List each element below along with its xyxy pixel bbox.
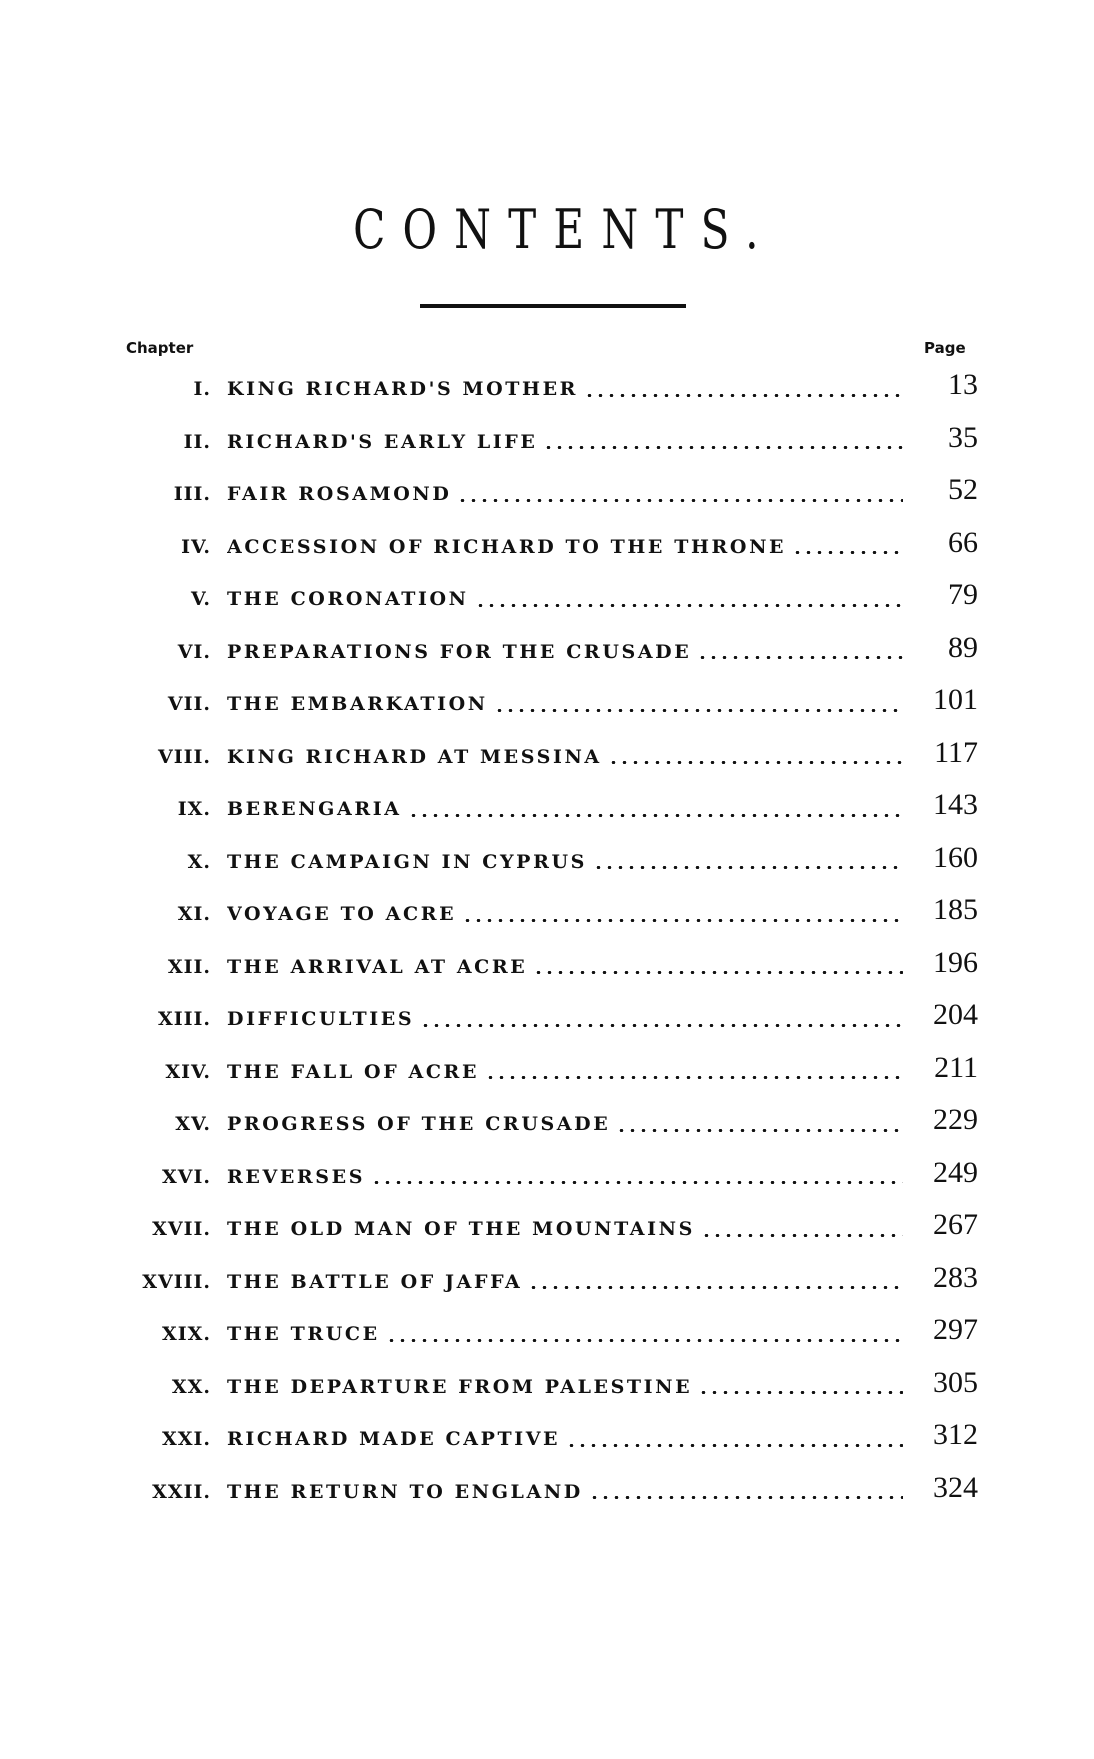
toc-entry[interactable]	[0, 1463, 1094, 1516]
page-number: 196	[933, 945, 978, 979]
chapter-title: KING RICHARD'S MOTHER	[227, 378, 579, 400]
title-rule	[420, 304, 686, 308]
chapter-title: THE DEPARTURE FROM PALESTINE	[227, 1375, 693, 1398]
chapter-number: II.	[183, 430, 211, 453]
toc-entry[interactable]	[0, 465, 1094, 518]
dot-leader	[608, 761, 903, 764]
dot-leader	[462, 919, 903, 922]
dot-leader	[420, 1024, 903, 1027]
chapter-title: THE BATTLE OF JAFFA	[227, 1270, 523, 1293]
chapter-number: X.	[187, 850, 211, 873]
chapter-number: XIV.	[165, 1060, 211, 1083]
chapter-title: PROGRESS OF THE CRUSADE	[227, 1113, 611, 1135]
chapter-title: REVERSES	[227, 1165, 366, 1188]
toc-entry[interactable]	[0, 360, 1094, 413]
chapter-number: VI.	[177, 640, 211, 663]
dot-leader	[408, 814, 903, 817]
page-number: 249	[933, 1155, 978, 1189]
dot-leader	[543, 446, 903, 449]
toc-entry[interactable]	[0, 623, 1094, 676]
chapter-number: VIII.	[157, 745, 211, 768]
page-number: 13	[948, 368, 978, 401]
chapter-number: XIII.	[157, 1008, 211, 1030]
page-number: 283	[933, 1260, 978, 1294]
toc-entry[interactable]	[0, 518, 1094, 571]
dot-leader	[792, 551, 903, 554]
chapter-title: ACCESSION OF RICHARD TO THE THRONE	[227, 535, 787, 558]
toc-entry[interactable]	[0, 1410, 1094, 1463]
toc-entry[interactable]	[0, 413, 1094, 466]
dot-leader	[701, 1234, 903, 1237]
page-number: 204	[933, 998, 978, 1031]
dot-leader	[386, 1339, 903, 1342]
dot-leader	[494, 709, 903, 712]
toc-entry[interactable]	[0, 675, 1094, 728]
chapter-title: PREPARATIONS FOR THE CRUSADE	[227, 640, 692, 663]
chapter-title: THE RETURN TO ENGLAND	[227, 1480, 583, 1503]
dot-leader	[533, 971, 903, 974]
chapter-title: RICHARD MADE CAPTIVE	[227, 1428, 561, 1450]
chapter-number: IX.	[177, 798, 211, 820]
page-number: 89	[948, 630, 978, 664]
toc-entry[interactable]	[0, 1253, 1094, 1306]
page-number: 324	[933, 1470, 978, 1504]
toc-entry[interactable]	[0, 938, 1094, 991]
page-number: 117	[934, 735, 978, 769]
chapter-number: IV.	[181, 535, 211, 558]
chapter-number: XXII.	[152, 1480, 211, 1503]
chapter-number: XVIII.	[142, 1270, 211, 1293]
toc-entry[interactable]	[0, 1043, 1094, 1096]
dot-leader	[589, 1496, 903, 1499]
table-of-contents	[0, 360, 1094, 1515]
dot-leader	[528, 1286, 903, 1289]
toc-entry[interactable]	[0, 990, 1094, 1043]
chapter-number: XV.	[175, 1113, 211, 1135]
chapter-number: XII.	[167, 955, 211, 978]
chapter-number: XVII.	[152, 1218, 211, 1240]
toc-entry[interactable]	[0, 780, 1094, 833]
chapter-title: RICHARD'S EARLY LIFE	[227, 430, 538, 453]
page-number: 185	[933, 893, 978, 926]
chapter-number: XIX.	[162, 1323, 211, 1345]
page-title: CONTENTS.	[353, 198, 776, 261]
page-number: 79	[948, 578, 978, 611]
chapter-number: XI.	[177, 903, 211, 925]
dot-leader	[475, 604, 903, 607]
page-number: 312	[933, 1418, 978, 1451]
toc-entry[interactable]	[0, 1200, 1094, 1253]
dot-leader	[697, 656, 903, 659]
dot-leader	[371, 1181, 903, 1184]
dot-leader	[584, 394, 903, 397]
toc-entry[interactable]	[0, 1358, 1094, 1411]
page-number: 160	[933, 840, 978, 874]
page-number: 305	[933, 1365, 978, 1399]
chapter-title: THE OLD MAN OF THE MOUNTAINS	[227, 1218, 695, 1240]
toc-entry[interactable]	[0, 728, 1094, 781]
chapter-title: DIFFICULTIES	[227, 1008, 415, 1030]
toc-entry[interactable]	[0, 885, 1094, 938]
page-number: 143	[933, 788, 978, 821]
toc-entry[interactable]	[0, 1305, 1094, 1358]
page-number: 297	[933, 1313, 978, 1346]
page-number: 52	[948, 473, 978, 506]
toc-entry[interactable]	[0, 1095, 1094, 1148]
chapter-title: THE FALL OF ACRE	[227, 1060, 480, 1083]
chapter-title: THE EMBARKATION	[227, 693, 488, 715]
chapter-title: KING RICHARD AT MESSINA	[227, 745, 602, 768]
page-number: 101	[933, 683, 978, 716]
chapter-title: THE TRUCE	[227, 1323, 380, 1345]
dot-leader	[457, 499, 903, 502]
dot-leader	[593, 866, 903, 869]
page-number: 267	[933, 1208, 978, 1241]
page-number: 66	[948, 525, 978, 559]
toc-entry[interactable]	[0, 833, 1094, 886]
dot-leader	[485, 1076, 903, 1079]
dot-leader	[698, 1391, 903, 1394]
chapter-title: THE CORONATION	[227, 588, 469, 610]
chapter-number: III.	[173, 483, 211, 505]
chapter-title: THE CAMPAIGN IN CYPRUS	[227, 850, 587, 873]
page-number: 35	[948, 420, 978, 454]
chapter-number: I.	[193, 378, 211, 400]
toc-entry[interactable]	[0, 570, 1094, 623]
chapter-number: XX.	[171, 1375, 211, 1398]
dot-leader	[616, 1129, 903, 1132]
toc-entry[interactable]	[0, 1148, 1094, 1201]
chapter-number: VII.	[167, 693, 211, 715]
page-number: 229	[933, 1103, 978, 1136]
chapter-title: VOYAGE TO ACRE	[227, 903, 457, 925]
chapter-title: FAIR ROSAMOND	[227, 483, 452, 505]
page-number: 211	[934, 1050, 978, 1084]
chapter-title: THE ARRIVAL AT ACRE	[227, 955, 528, 978]
chapter-number: XXI.	[162, 1428, 211, 1450]
chapter-number: XVI.	[162, 1165, 211, 1188]
dot-leader	[566, 1444, 903, 1447]
page-column-header: Page	[924, 339, 966, 357]
chapter-number: V.	[190, 588, 211, 610]
chapter-title: BERENGARIA	[227, 798, 402, 820]
chapter-column-header: Chapter	[126, 339, 194, 357]
